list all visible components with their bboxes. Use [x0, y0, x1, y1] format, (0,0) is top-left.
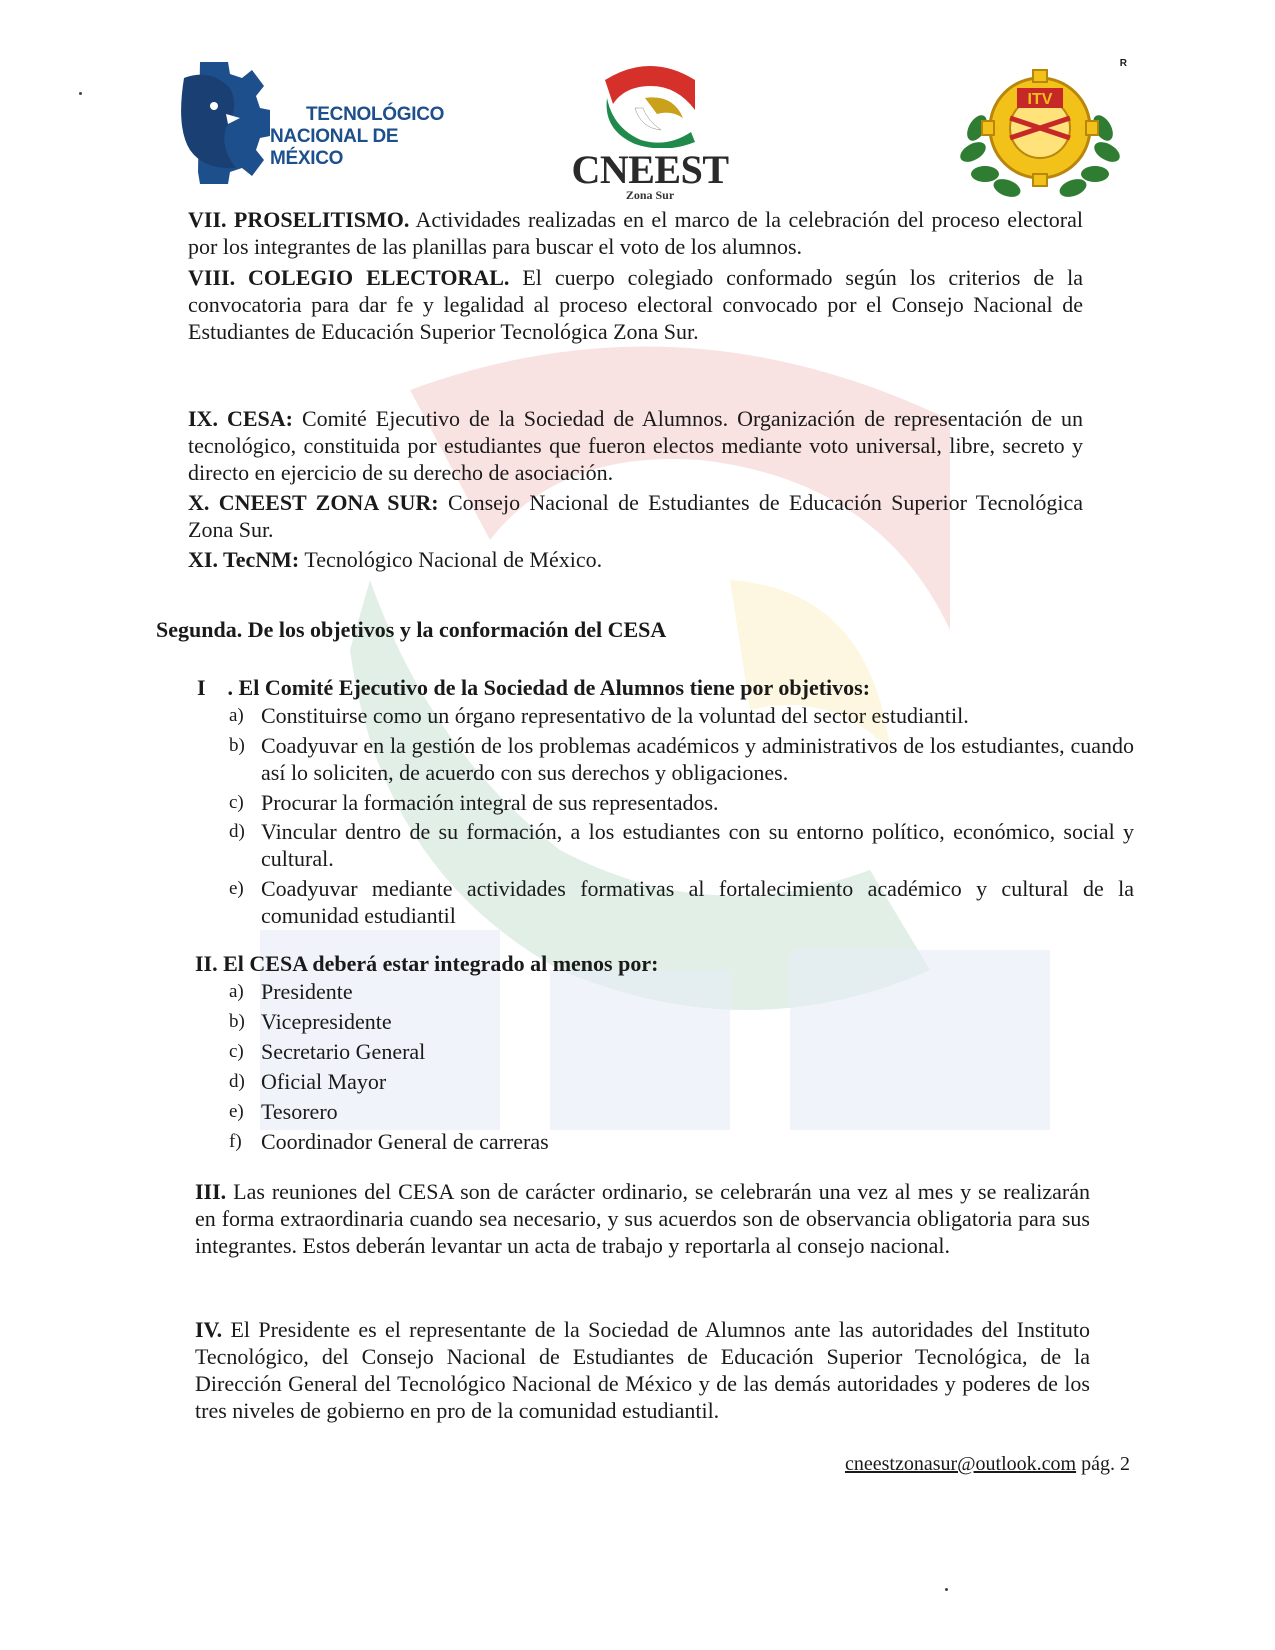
list-item: d) Oficial Mayor	[229, 1069, 387, 1094]
tecnm-logo-line-2: NACIONAL DE MÉXICO	[270, 126, 399, 169]
definition-text: Comité Ejecutivo de la Sociedad de Alumnos. Organización de representación de un tecnológico, constituida por estudiantes que fueron electos mediante voto universal, libre, secreto y directo en ejercicio de su derecho de asociación.	[188, 406, 1083, 485]
definition-text: El cuerpo colegiado conformado según los criterios de la convocatoria para dar fe y legalidad al proceso electoral convocado por el Consejo Nacional de Estudiantes de Educación Superior Tecnológica Zona Sur.	[188, 265, 1083, 344]
definition-x	[188, 489, 1083, 543]
list-item: a) Constituirse como un órgano representativo de la voluntad del sector estudiantil.	[229, 703, 969, 728]
tecnm-logo-text	[270, 104, 470, 170]
list-item: b) Coadyuvar en la gestión de los problemas académicos y administrativos de los estudiantes, cuando así lo soliciten, de acuerdo con sus derechos y obligaciones.	[229, 733, 1134, 785]
definition-text: Consejo Nacional de Estudiantes de Educación Superior Tecnológica Zona Sur.	[188, 490, 1083, 542]
list-item: c) Secretario General	[229, 1039, 426, 1064]
paragraph-term: III.	[195, 1179, 227, 1204]
definition-vii	[188, 206, 1083, 260]
tecnm-logo-line-1: TECNOLÓGICO	[306, 104, 445, 125]
gear-eagle-icon	[170, 58, 270, 188]
definition-term: VII. PROSELITISMO.	[188, 207, 410, 232]
scan-speck	[945, 1588, 948, 1591]
cneest-logo-zone: Zona Sur	[625, 188, 675, 202]
definition-xi	[188, 546, 1083, 573]
section-heading: Segunda. De los objetivos y la conformación del CESA	[156, 617, 667, 642]
list-item: b) Vicepresidente	[229, 1009, 392, 1034]
definition-term: VIII. COLEGIO ELECTORAL.	[188, 265, 510, 290]
paragraph-iii	[195, 1178, 1090, 1259]
registered-mark: R	[1119, 58, 1127, 69]
list-item: d) Vincular dentro de su formación, a los estudiantes con su entorno político, económico, social y cultural.	[229, 819, 1134, 871]
definition-text: Tecnológico Nacional de México.	[299, 547, 603, 572]
eagle-emblem-icon	[595, 58, 705, 148]
cneest-logo-name: CNEEST	[571, 147, 729, 192]
definition-term: X. CNEEST ZONA SUR:	[188, 490, 439, 515]
paragraph-term: IV.	[195, 1317, 223, 1342]
page-footer	[845, 1453, 1130, 1476]
list-item: e) Coadyuvar mediante actividades formativas al fortalecimiento académico y cultural de la comunidad estudiantil	[229, 876, 1134, 928]
tecnm-logo	[170, 58, 470, 198]
members-list	[229, 978, 1134, 1158]
objectives-list	[229, 702, 1134, 929]
definition-viii	[188, 264, 1083, 345]
page-number: pág. 2	[1076, 1453, 1130, 1475]
definition-term: XI. TecNM:	[188, 547, 300, 572]
list-item: a) Presidente	[229, 979, 353, 1004]
paragraph-iv	[195, 1316, 1090, 1424]
cneest-logo	[565, 58, 735, 202]
definition-ix	[188, 405, 1083, 486]
definition-text: Actividades realizadas en el marco de la celebración del proceso electoral por los integrantes de las planillas para buscar el voto de los alumnos.	[188, 207, 1083, 259]
definition-term: IX. CESA:	[188, 406, 293, 431]
members-title: II. El CESA deberá estar integrado al menos por:	[195, 951, 659, 976]
list-item: f) Coordinador General de carreras	[229, 1129, 549, 1154]
scan-speck	[79, 92, 82, 95]
list-item: e) Tesorero	[229, 1099, 338, 1124]
objectives-title: I . El Comité Ejecutivo de la Sociedad de Alumnos tiene por objetivos:	[197, 675, 871, 700]
itv-logo	[955, 48, 1135, 208]
paragraph-text: Las reuniones del CESA son de carácter ordinario, se celebrarán una vez al mes y se realizarán en forma extraordinaria cuando sea necesario, y sus acuerdos son de observancia obligatoria para sus integrantes. Estos deberán levantar un acta de trabajo y reportarla al consejo nacional.	[195, 1179, 1090, 1258]
paragraph-text: El Presidente es el representante de la Sociedad de Alumnos ante las autoridades del Instituto Tecnológico, del Consejo Nacional de Estudiantes de Educación Superior Tecnológica, de la Dirección General del Tecnológico Nacional de México y de las demás autoridades y poderes de los tres niveles de gobierno en pro de la comunidad estudiantil.	[195, 1317, 1090, 1423]
gear-laurel-icon	[955, 48, 1125, 208]
footer-email-link[interactable]: cneestzonasur@outlook.com	[844, 1453, 1077, 1475]
itv-logo-text: ITV	[1027, 91, 1053, 108]
list-item: c) Procurar la formación integral de sus representados.	[229, 790, 719, 815]
